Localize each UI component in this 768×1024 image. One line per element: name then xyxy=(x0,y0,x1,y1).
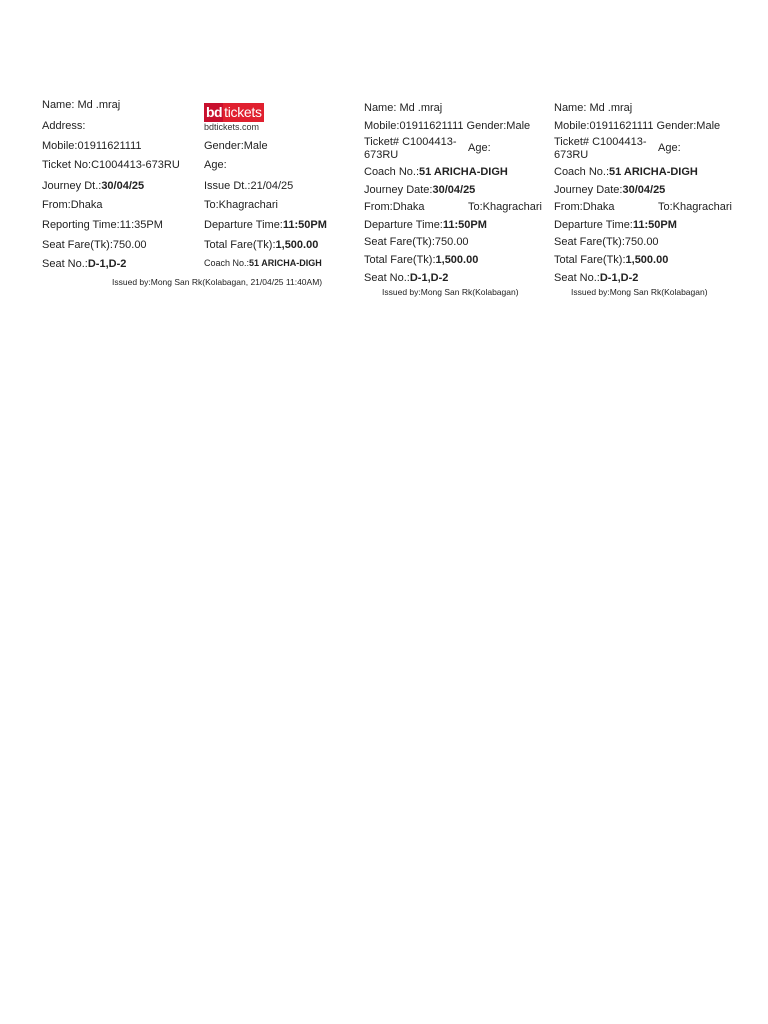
departure-time-label: Departure Time: xyxy=(204,219,283,231)
stub-total-fare-label: Total Fare(Tk): xyxy=(364,254,436,266)
gender: Gender:Male xyxy=(204,140,268,152)
to-location: To:Khagrachari xyxy=(204,199,278,211)
journey-date-label: Journey Dt.: xyxy=(42,180,102,192)
stub-from: From:Dhaka xyxy=(554,201,615,213)
stub-departure-time xyxy=(364,219,487,232)
stub-seat-fare: Seat Fare(Tk):750.00 xyxy=(554,236,659,248)
stub-passenger-name: Name: Md .mraj xyxy=(554,102,633,114)
stub-coach-label: Coach No.: xyxy=(554,166,610,178)
journey-date-value: 30/04/25 xyxy=(101,180,145,192)
stub-passenger-name: Name: Md .mraj xyxy=(364,102,443,114)
stub-seat-value: D-1,D-2 xyxy=(599,272,639,284)
departure-time xyxy=(204,219,327,232)
stub-total-fare-label: Total Fare(Tk): xyxy=(554,254,626,266)
stub-departure-label: Departure Time: xyxy=(364,219,443,231)
journey-date xyxy=(42,180,144,193)
stub-total-fare xyxy=(554,254,668,267)
issue-date: Issue Dt.:21/04/25 xyxy=(204,180,294,192)
stub-issued-by: Issued by:Mong San Rk(Kolabagan) xyxy=(382,287,519,297)
issued-by: Issued by:Mong San Rk(Kolabagan, 21/04/25 11:40AM) xyxy=(112,277,323,287)
stub-seat-fare: Seat Fare(Tk):750.00 xyxy=(364,236,469,248)
stub-journey-date xyxy=(364,184,475,197)
stub-age: Age: xyxy=(658,142,681,154)
age: Age: xyxy=(204,159,227,171)
stub-journey-value: 30/04/25 xyxy=(622,184,666,196)
stub-mobile-gender: Mobile:01911621111 Gender:Male xyxy=(554,120,721,132)
stub-seat-number xyxy=(364,272,448,285)
passenger-name: Name: Md .mraj xyxy=(42,99,121,111)
stub-departure-time xyxy=(554,219,677,232)
stub-ticket-number: Ticket# C1004413-673RU xyxy=(364,136,457,161)
stub-from: From:Dhaka xyxy=(364,201,425,213)
departure-time-value: 11:50PM xyxy=(282,219,327,231)
stub-issued-by: Issued by:Mong San Rk(Kolabagan) xyxy=(571,287,708,297)
stub-journey-date xyxy=(554,184,665,197)
stub-departure-value: 11:50PM xyxy=(632,219,677,231)
coach-number xyxy=(204,258,322,269)
stub-to: To:Khagrachari xyxy=(468,201,542,213)
stub-journey-value: 30/04/25 xyxy=(432,184,476,196)
total-fare xyxy=(204,239,318,252)
total-fare-value: 1,500.00 xyxy=(275,239,319,251)
ticket-number: Ticket No:C1004413-673RU xyxy=(42,159,180,171)
stub-seat-number xyxy=(554,272,638,285)
stub-departure-label: Departure Time: xyxy=(554,219,633,231)
stub-coach-value: 51 ARICHA-DIGH xyxy=(419,166,508,178)
stub-total-fare-value: 1,500.00 xyxy=(435,254,479,266)
stub-coach-number xyxy=(364,166,508,179)
logo-bd-mark: bd xyxy=(206,104,223,120)
brand-url: bdtickets.com xyxy=(204,122,260,132)
stub-seat-value: D-1,D-2 xyxy=(409,272,449,284)
coach-number-label: Coach No.: xyxy=(204,258,250,268)
stub-total-fare xyxy=(364,254,478,267)
stub-coach-number xyxy=(554,166,698,179)
stub-ticket-number: Ticket# C1004413-673RU xyxy=(554,136,647,161)
stub-journey-label: Journey Date: xyxy=(554,184,623,196)
reporting-time: Reporting Time:11:35PM xyxy=(42,219,163,231)
seat-number-label: Seat No.: xyxy=(42,258,88,270)
coach-number-value: 51 ARICHA-DIGH xyxy=(249,258,322,268)
total-fare-label: Total Fare(Tk): xyxy=(204,239,276,251)
stub-seat-label: Seat No.: xyxy=(364,272,410,284)
stub-coach-value: 51 ARICHA-DIGH xyxy=(609,166,698,178)
stub-total-fare-value: 1,500.00 xyxy=(625,254,669,266)
stub-coach-label: Coach No.: xyxy=(364,166,420,178)
address: Address: xyxy=(42,120,86,132)
stub-age: Age: xyxy=(468,142,491,154)
bdtickets-logo xyxy=(204,103,264,122)
seat-number xyxy=(42,258,126,271)
stub-seat-label: Seat No.: xyxy=(554,272,600,284)
mobile: Mobile:01911621111 xyxy=(42,140,142,152)
logo-wordmark: tickets xyxy=(224,104,262,120)
stub-journey-label: Journey Date: xyxy=(364,184,433,196)
from-location: From:Dhaka xyxy=(42,199,103,211)
seat-fare: Seat Fare(Tk):750.00 xyxy=(42,239,147,251)
stub-to: To:Khagrachari xyxy=(658,201,732,213)
stub-mobile-gender: Mobile:01911621111 Gender:Male xyxy=(364,120,531,132)
seat-number-value: D-1,D-2 xyxy=(87,258,127,270)
stub-departure-value: 11:50PM xyxy=(442,219,487,231)
